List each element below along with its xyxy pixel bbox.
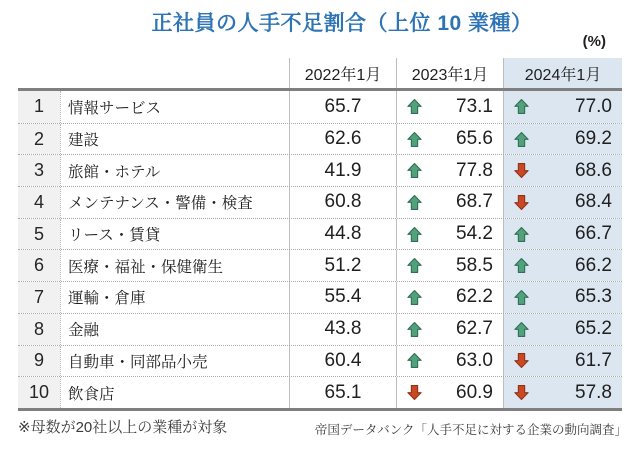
value-2023: 60.9 (456, 381, 493, 403)
trend-arrow-icon (513, 384, 530, 401)
value-2024: 66.2 (575, 254, 612, 276)
trend-arrow-icon (406, 131, 423, 148)
trend-arrow-icon (406, 289, 423, 306)
trend-arrow-icon (406, 162, 423, 179)
value-2023: 65.6 (456, 128, 493, 150)
column-header-2022: 2022年1月 (289, 58, 396, 88)
industry-name-cell: 運輸・倉庫 (60, 282, 289, 313)
value-2024-cell (503, 250, 622, 281)
trend-arrow-icon (406, 321, 423, 338)
value-2024: 65.2 (575, 318, 612, 340)
value-2023: 62.2 (456, 286, 493, 308)
value-2023-cell (396, 187, 503, 218)
value-2023: 73.1 (456, 95, 493, 117)
value-2024: 68.4 (575, 191, 612, 213)
value-2023-cell (396, 282, 503, 313)
rank-cell: 8 (18, 314, 60, 345)
trend-arrow-icon (513, 98, 530, 115)
value-2024: 65.3 (575, 286, 612, 308)
value-2022-cell: 43.8 (289, 314, 396, 345)
rank-cell: 7 (18, 282, 60, 313)
table-row (18, 91, 622, 123)
value-2023-cell (396, 219, 503, 250)
trend-arrow-icon (406, 98, 423, 115)
table-row (18, 249, 622, 281)
trend-arrow-icon (513, 352, 530, 369)
value-2023: 68.7 (456, 191, 493, 213)
value-2023-cell (396, 155, 503, 186)
value-2023: 54.2 (456, 223, 493, 245)
corner-cell (60, 58, 289, 88)
trend-arrow-icon (513, 194, 530, 211)
corner-cell (18, 58, 60, 88)
industry-name-cell: 旅館・ホテル (60, 155, 289, 186)
rank-cell: 6 (18, 250, 60, 281)
column-header-2024: 2024年1月 (503, 58, 622, 88)
value-2023-cell (396, 250, 503, 281)
value-2024-cell (503, 91, 622, 123)
value-2023: 63.0 (456, 349, 493, 371)
industry-name-cell: メンテナンス・警備・検査 (60, 187, 289, 218)
value-2024-cell (503, 219, 622, 250)
rank-cell: 1 (18, 91, 60, 123)
trend-arrow-icon (513, 257, 530, 274)
value-2023-cell (396, 91, 503, 123)
table-body (18, 88, 622, 411)
rank-cell: 2 (18, 124, 60, 155)
value-2022-cell: 62.6 (289, 124, 396, 155)
table-row (18, 313, 622, 345)
value-2023-cell (396, 124, 503, 155)
value-2023: 62.7 (456, 318, 493, 340)
industry-name-cell: 飲食店 (60, 377, 289, 408)
table-row (18, 281, 622, 313)
value-2023: 77.8 (456, 159, 493, 181)
value-2024: 68.6 (575, 159, 612, 181)
table-row (18, 345, 622, 377)
value-2023-cell (396, 346, 503, 377)
page-title: 正社員の人手不足割合（上位 10 業種） (151, 12, 533, 35)
value-2024-cell (503, 346, 622, 377)
value-2024: 57.8 (575, 381, 612, 403)
table-row (18, 123, 622, 155)
industry-name-cell: 金融 (60, 314, 289, 345)
rank-cell: 9 (18, 346, 60, 377)
value-2024-cell (503, 377, 622, 408)
rank-cell: 3 (18, 155, 60, 186)
value-2022-cell: 65.7 (289, 91, 396, 123)
source-credit: 帝国データバンク「人手不足に対する企業の動向調査」 (314, 423, 627, 437)
value-2022-cell: 60.4 (289, 346, 396, 377)
value-2022-cell: 51.2 (289, 250, 396, 281)
column-header-2023: 2023年1月 (396, 58, 503, 88)
trend-arrow-icon (513, 131, 530, 148)
trend-arrow-icon (513, 226, 530, 243)
value-2024-cell (503, 314, 622, 345)
table-row (18, 154, 622, 186)
table-row (18, 376, 622, 408)
industry-name-cell: 情報サービス (60, 91, 289, 123)
industry-name-cell: 自動車・同部品小売 (60, 346, 289, 377)
value-2024: 77.0 (575, 95, 612, 117)
value-2022-cell: 41.9 (289, 155, 396, 186)
trend-arrow-icon (406, 352, 423, 369)
value-2024: 69.2 (575, 128, 612, 150)
value-2022-cell: 65.1 (289, 377, 396, 408)
shortage-table (18, 58, 622, 411)
value-2024: 61.7 (575, 349, 612, 371)
footnote: ※母数が20社以上の業種が対象 (18, 419, 228, 436)
trend-arrow-icon (513, 289, 530, 306)
trend-arrow-icon (406, 226, 423, 243)
value-2022-cell: 60.8 (289, 187, 396, 218)
table-header-row (18, 58, 622, 88)
industry-name-cell: リース・賃貸 (60, 219, 289, 250)
trend-arrow-icon (406, 257, 423, 274)
rank-cell: 10 (18, 377, 60, 408)
rank-cell: 5 (18, 219, 60, 250)
trend-arrow-icon (406, 384, 423, 401)
footer (18, 416, 627, 438)
value-2024: 66.7 (575, 223, 612, 245)
trend-arrow-icon (513, 162, 530, 179)
rank-cell: 4 (18, 187, 60, 218)
value-2022-cell: 44.8 (289, 219, 396, 250)
value-2023-cell (396, 377, 503, 408)
industry-name-cell: 建設 (60, 124, 289, 155)
value-2023: 58.5 (456, 254, 493, 276)
value-2024-cell (503, 124, 622, 155)
value-2023-cell (396, 314, 503, 345)
trend-arrow-icon (406, 194, 423, 211)
table-row (18, 186, 622, 218)
table-row (18, 218, 622, 250)
value-2024-cell (503, 282, 622, 313)
value-2024-cell (503, 187, 622, 218)
value-2022-cell: 55.4 (289, 282, 396, 313)
value-2024-cell (503, 155, 622, 186)
industry-name-cell: 医療・福祉・保健衛生 (60, 250, 289, 281)
trend-arrow-icon (513, 321, 530, 338)
unit-label: (%) (582, 33, 606, 50)
